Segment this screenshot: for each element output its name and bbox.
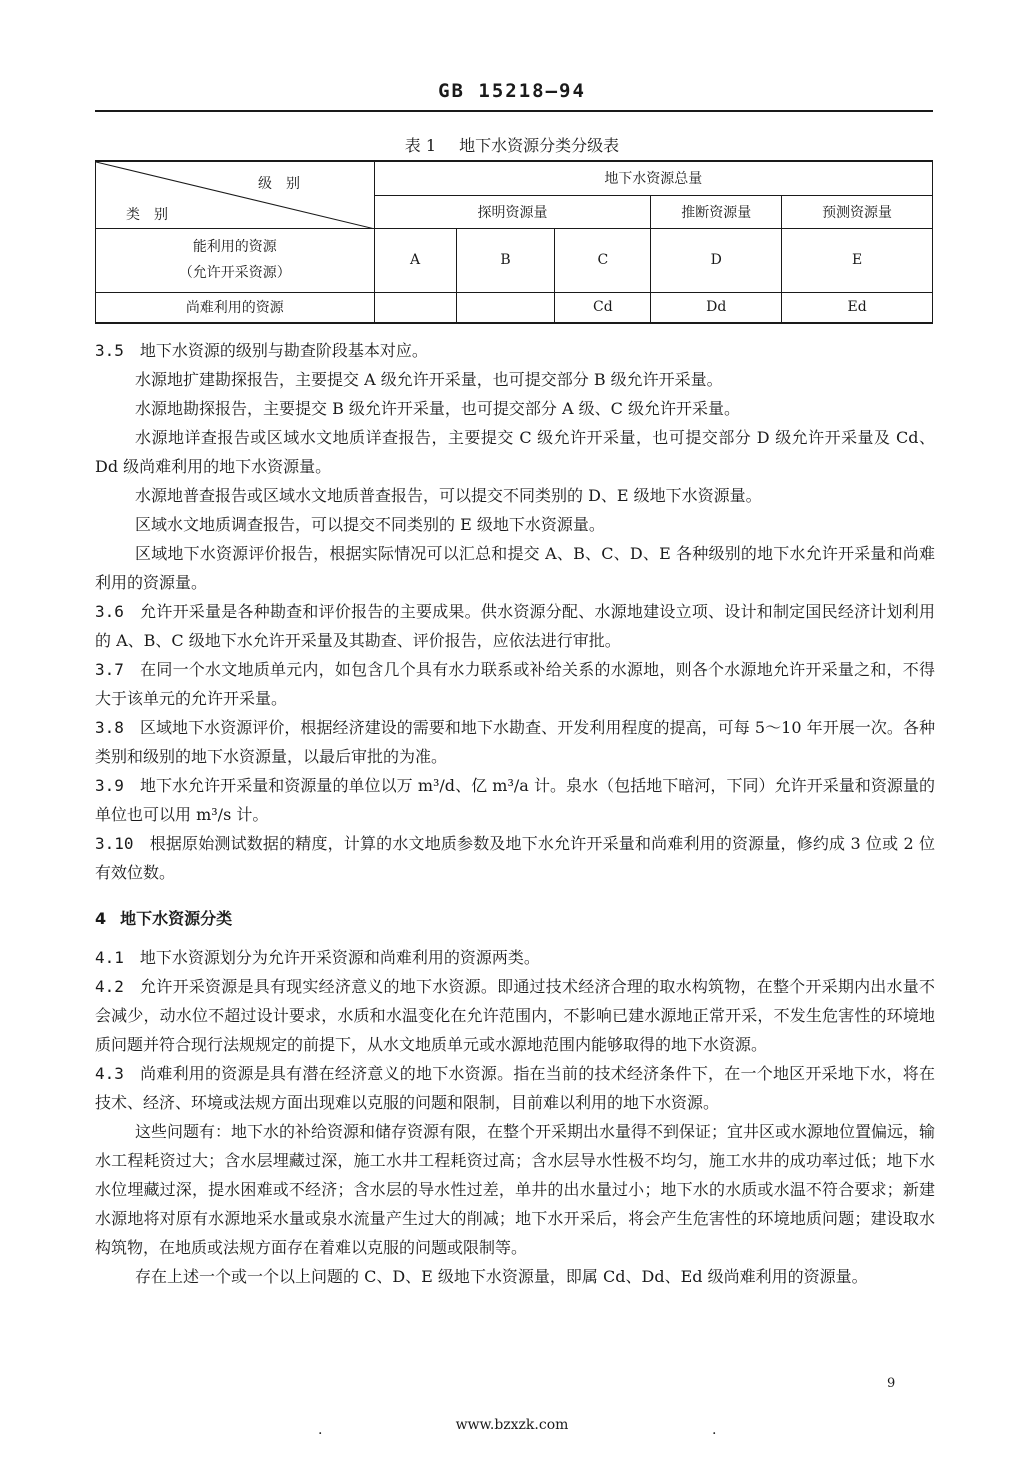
row-label-usable-line2: （允许开采资源）: [178, 265, 291, 281]
clause-number: 3.9: [95, 776, 124, 795]
clause-number: 3.6: [95, 602, 124, 621]
table-caption: [0, 133, 1024, 156]
row-label-usable-line1: 能利用的资源: [192, 239, 277, 255]
footer-site: www.bzxzk.com: [455, 1417, 569, 1433]
footer-dot: .: [712, 1422, 717, 1438]
table-cell: Ed: [782, 292, 933, 323]
table-cell: [456, 292, 555, 323]
table-cell: E: [782, 228, 933, 292]
paragraph: 存在上述一个或一个以上问题的 C、D、E 级地下水资源量，即属 Cd、Dd、Ed 级尚难利用的资源量。: [135, 1267, 868, 1286]
clause-text: 地下水资源的级别与勘查阶段基本对应。: [139, 341, 428, 360]
clause-number: 3.7: [95, 660, 124, 679]
table-cell: A: [374, 228, 456, 292]
footer-dot: .: [318, 1422, 323, 1438]
clause-3-10: [95, 829, 935, 887]
paragraph: 水源地详查报告或区域水文地质详查报告，主要提交 C 级允许开采量，也可提交部分 D 级允许开采量及 Cd、Dd 级尚难利用的地下水资源量。: [95, 428, 935, 476]
document-body: [95, 336, 935, 1291]
clause-4-2: [95, 972, 935, 1059]
clause-number: 4.1: [95, 948, 124, 967]
paragraph: 区域地下水资源评价报告，根据实际情况可以汇总和提交 A、B、C、D、E 各种级别的地下水允许开采量和尚难利用的资源量。: [95, 544, 935, 592]
clause-text: 地下水允许开采量和资源量的单位以万 m³/d、亿 m³/a 计。泉水（包括地下暗河，下同）允许开采量和资源量的单位也可以用 m³/s 计。: [95, 776, 935, 824]
clause-4-3: [95, 1059, 935, 1117]
section-heading-4: [95, 904, 935, 933]
section-number: 4: [95, 909, 107, 928]
clause-text: 地下水资源划分为允许开采资源和尚难利用的资源两类。: [139, 948, 540, 967]
paragraph: 水源地扩建勘探报告，主要提交 A 级允许开采量，也可提交部分 B 级允许开采量。: [135, 370, 723, 389]
clause-3-5: [95, 336, 935, 365]
table-cell: D: [651, 228, 782, 292]
row-label-hard-to-use: 尚难利用的资源: [96, 292, 375, 323]
corner-category-label: 类 别: [126, 207, 168, 223]
clause-text: 根据原始测试数据的精度，计算的水文地质参数及地下水允许开采量和尚难利用的资源量，修约成 3 位或 2 位有效位数。: [95, 834, 935, 882]
table-cell: Dd: [651, 292, 782, 323]
clause-number: 4.2: [95, 977, 124, 996]
paragraph: 水源地勘探报告，主要提交 B 级允许开采量，也可提交部分 A 级、C 级允许开采量。: [135, 399, 740, 418]
clause-text: 在同一个水文地质单元内，如包含几个具有水力联系或补给关系的水源地，则各个水源地允许开采量之和，不得大于该单元的允许开采量。: [95, 660, 935, 708]
clause-3-9: [95, 771, 935, 829]
table-cell: B: [456, 228, 555, 292]
paragraph: 这些问题有：地下水的补给资源和储存资源有限，在整个开采期出水量得不到保证；宜井区或水源地位置偏远，输水工程耗资过大；含水层埋藏过深，施工水井工程耗资过高；含水层导水性极不均匀，施工水井的成功率过低；地下水水位埋藏过深，提水困难或不经济；含水层的导水性过差，单井的出水量过小；地下水的水质或水温不符合要求；新建水源地将对原有水源地采水量或泉水流量产生过大的削减；地下水开采后，将会产生危害性的环境地质问题；建设取水构筑物，在地质或法规方面存在着难以克服的问题或限制等。: [95, 1122, 936, 1257]
clause-text: 区域地下水资源评价，根据经济建设的需要和地下水勘查、开发利用程度的提高，可每 5～10 年开展一次。各种类别和级别的地下水资源量，以最后审批的为准。: [95, 718, 935, 766]
corner-level-label: 级 别: [258, 176, 300, 192]
total-resources-header: 地下水资源总量: [374, 161, 932, 195]
table-cell: Cd: [555, 292, 651, 323]
clause-text: 允许开采量是各种勘查和评价报告的主要成果。供水资源分配、水源地建设立项、设计和制定国民经济计划利用的 A、B、C 级地下水允许开采量及其勘查、评价报告，应依法进行审批。: [95, 602, 935, 650]
clause-3-7: [95, 655, 935, 713]
paragraph: 区域水文地质调查报告，可以提交不同类别的 E 级地下水资源量。: [135, 515, 605, 534]
clause-3-8: [95, 713, 935, 771]
page-number: 9: [887, 1376, 896, 1391]
clause-number: 3.8: [95, 718, 124, 737]
section-title: 地下水资源分类: [120, 909, 233, 928]
proven-resources-header: 探明资源量: [374, 195, 651, 228]
standard-code-header: GB 15218—94: [438, 80, 586, 102]
classification-table: [95, 160, 933, 324]
clause-number: 3.10: [95, 834, 134, 853]
clause-number: 3.5: [95, 341, 124, 360]
table-cell: C: [555, 228, 651, 292]
table-title: 地下水资源分类分级表: [459, 136, 620, 155]
clause-number: 4.3: [95, 1064, 124, 1083]
clause-text: 尚难利用的资源是具有潜在经济意义的地下水资源。指在当前的技术经济条件下，在一个地区开采地下水，将在技术、经济、环境或法规方面出现难以克服的问题和限制，目前难以利用的地下水资源。: [95, 1064, 935, 1112]
table-cell: [374, 292, 456, 323]
table-corner-cell: [96, 161, 375, 228]
inferred-resources-header: 推断资源量: [651, 195, 782, 228]
predicted-resources-header: 预测资源量: [782, 195, 933, 228]
row-label-usable: [96, 228, 375, 292]
header-rule: [95, 110, 933, 112]
clause-3-6: [95, 597, 935, 655]
paragraph: 水源地普查报告或区域水文地质普查报告，可以提交不同类别的 D、E 级地下水资源量。: [135, 486, 762, 505]
clause-text: 允许开采资源是具有现实经济意义的地下水资源。即通过技术经济合理的取水构筑物，在整个开采期内出水量不会减少，动水位不超过设计要求，水质和水温变化在允许范围内，不影响已建水源地正常开采，不发生危害性的环境地质问题并符合现行法规规定的前提下，从水文地质单元或水源地范围内能够取得的地下水资源。: [95, 977, 935, 1054]
clause-4-1: [95, 943, 935, 972]
table-number: 表 1: [404, 136, 437, 155]
